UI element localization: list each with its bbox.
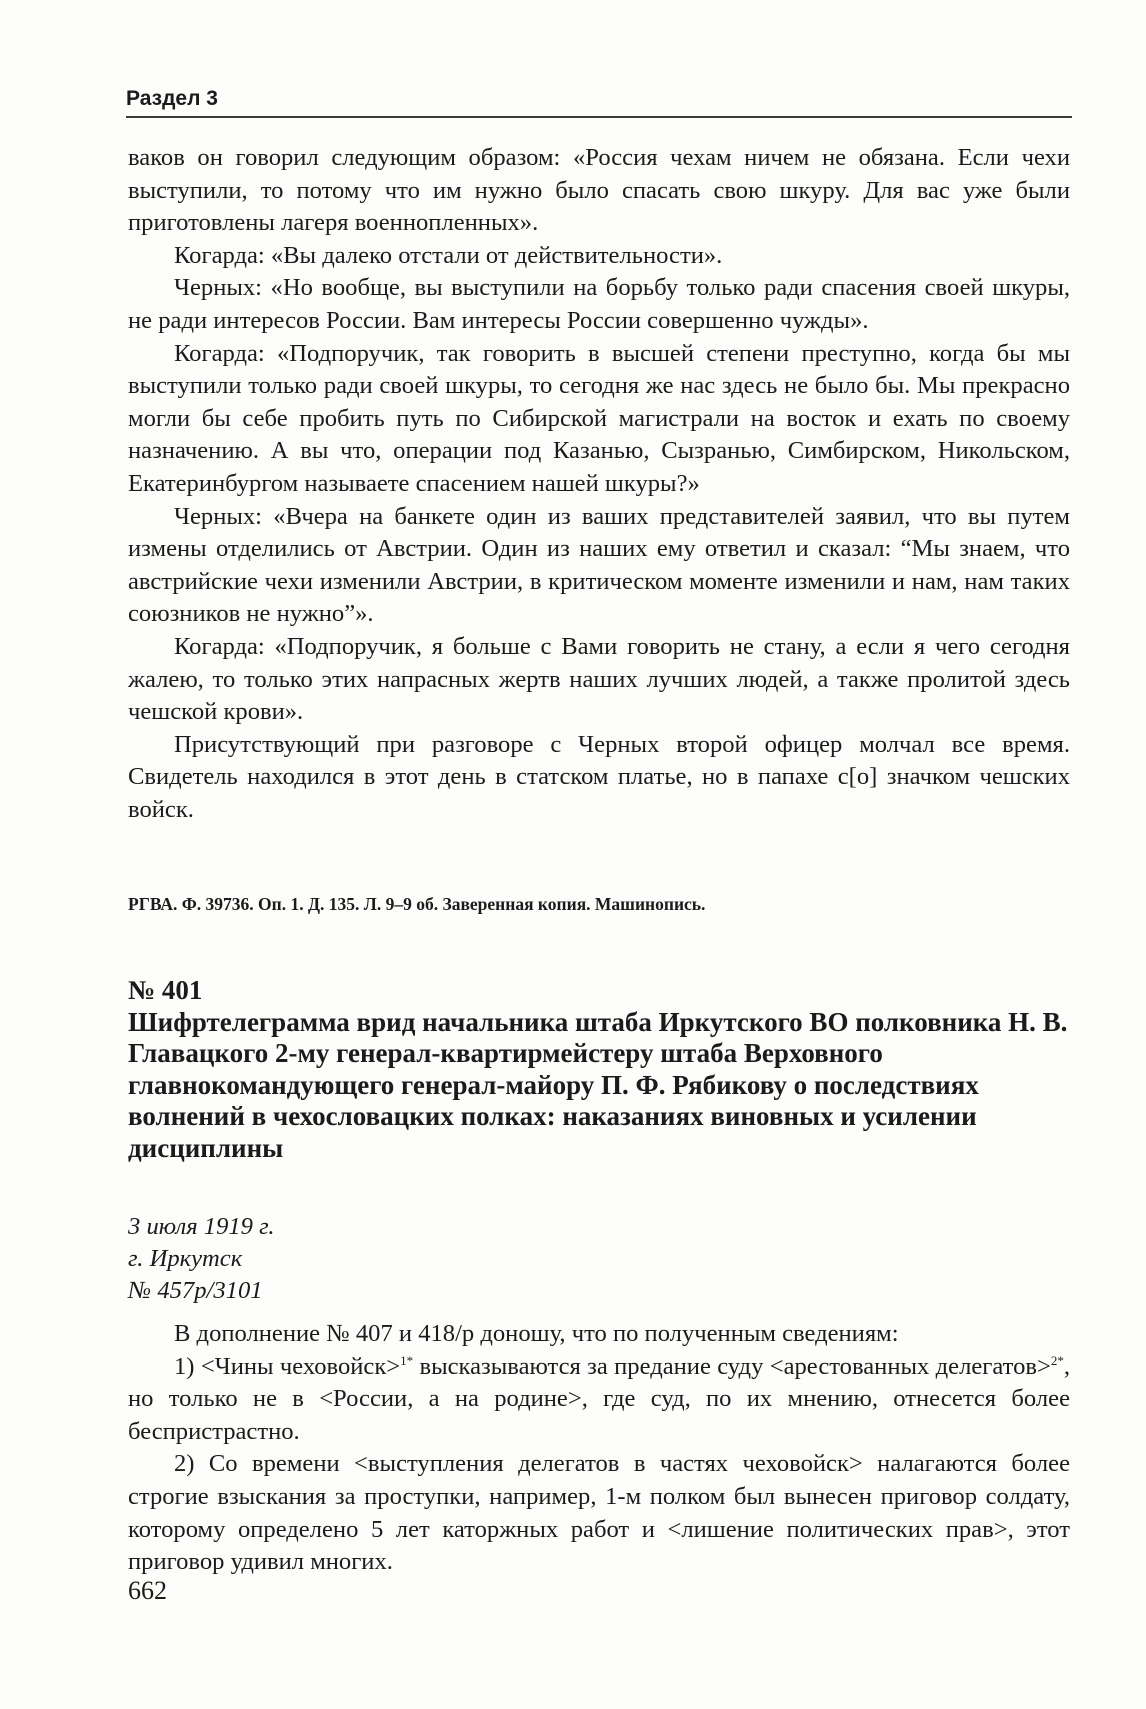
paragraph: Черных: «Вчера на банкете один из ваших представителей заявил, что вы путем измены отделились от Австрии. Один из наших ему ответил и сказал: “Мы знаем, что австрийские чехи изменили Австрии, в критическом моменте изменили и нам, нам таких союзников не нужно”». — [128, 502, 1070, 628]
document-item-2: 2) Со времени <выступления делегатов в частях чеховойск> налагаются более строгие взыскания за проступки, например, 1-м полком был вынесен приговор солдату, которому определено 5 лет каторжных работ и <лишение политических прав>, этот приговор удивил многих. — [128, 1450, 1070, 1576]
document-meta — [128, 1211, 1070, 1307]
document-item-1: 1) <Чины чеховойск>$^{1*}$ высказываются за предание суду <арестованных делегатов>$^{2*}$, но только не в <России, а на родине>, где суд, по их мнению, отнесется более беспристрастно. — [128, 1352, 1071, 1445]
footnote-ref: 2* — [1050, 1352, 1064, 1368]
document-intro: В дополнение № 407 и 418/р доношу, что по полученным сведениям: — [174, 1320, 899, 1347]
paragraph: Когарда: «Подпоручик, так говорить в высшей степени преступно, когда бы мы выступили только ради своей шкуры, то сегодня же нас здесь не было бы. Мы прекрасно могли бы себе пробить путь по Сибирской магистрали на восток и ехать по своему назначению. А вы что, операции под Казанью, Сызранью, Симбирском, Никольском, Екатеринбургом называете спасением нашей шкуры?» — [128, 339, 1070, 497]
archive-source-note: РГВА. Ф. 39736. Оп. 1. Д. 135. Л. 9–9 об. Заверенная копия. Машинопись. — [128, 894, 706, 914]
document-place: г. Иркутск — [128, 1245, 243, 1272]
paragraph: Когарда: «Вы далеко отстали от действительности». — [174, 241, 723, 269]
document-heading — [128, 975, 1070, 1165]
running-header: Раздел 3 — [126, 87, 218, 110]
document-number: № 401 — [128, 975, 203, 1005]
page-number: 662 — [128, 1576, 167, 1605]
document-reg-number: № 457р/3101 — [128, 1277, 263, 1304]
footnote-ref: 1* — [400, 1352, 414, 1368]
paragraph: Присутствующий при разговоре с Черных второй офицер молчал все время. Свидетель находился в этот день в статском платье, но в папахе с[о] значком чешских войск. — [128, 730, 1070, 823]
paragraph: Черных: «Но вообще, вы выступили на борьбу только ради спасения своей шкуры, не ради интересов России. Вам интересы России совершенно чужды». — [128, 274, 1070, 334]
document-date: 3 июля 1919 г. — [128, 1213, 275, 1240]
paragraph: Когарда: «Подпоручик, я больше с Вами говорить не стану, а если я чего сегодня жалею, то только этих напрасных жертв наших лучших людей, а также пролитой здесь чешской крови». — [128, 632, 1070, 726]
document-title: Шифртелеграмма врид начальника штаба Иркутского ВО полковника Н. В. Главацкого 2-му генерал-квартирмейстеру штаба Верховного главнокомандующего генерал-майору П. Ф. Рябикову о последствиях волнений в чехословацких полках: наказаниях виновных и усилении дисциплины — [128, 1006, 1068, 1163]
header-rule — [126, 116, 1072, 118]
document-body — [128, 1318, 1070, 1579]
continued-paragraph: ваков он говорил следующим образом: «Россия чехам ничем не обязана. Если чехи выступили, то потому что им нужно было спасать свою шкуру. Для вас уже были приготовлены лагеря военнопленных». — [128, 144, 1070, 237]
testimony-text — [128, 142, 1070, 826]
